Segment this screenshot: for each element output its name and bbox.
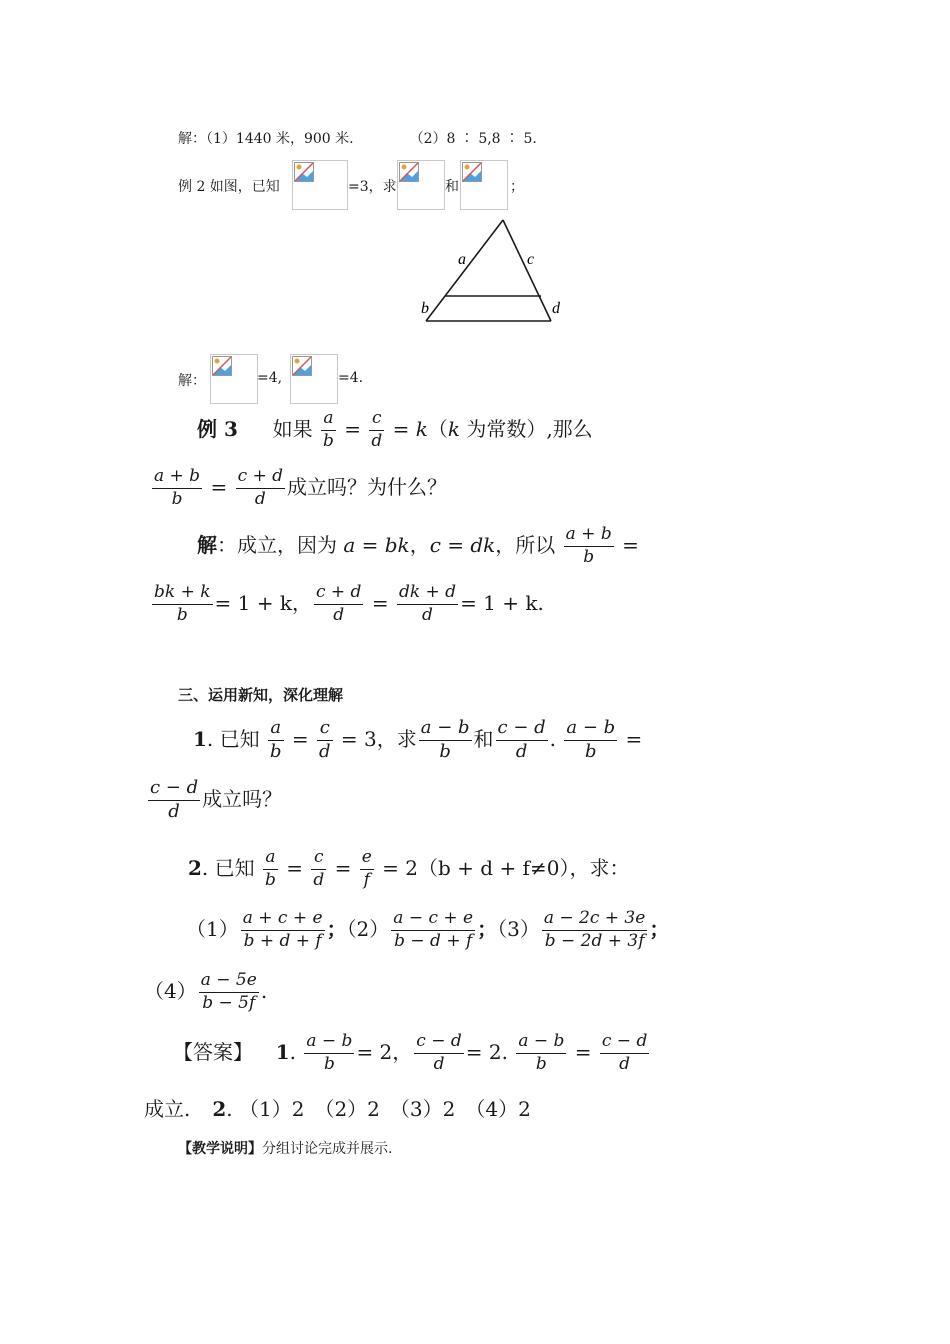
question-2-line-3: （4） $\frac{a - 5e}{b - 5f}$ . [144,970,268,1013]
fraction-part-4: $\frac{a - 5e}{b - 5f}$ [200,970,257,1013]
example-2-eq: =3，求 [348,179,397,195]
fraction-bk-plus-k-over-b: $\frac{bk + k}{b}$ [154,582,211,625]
fraction-a-over-b: $\frac{a}{b}$ [270,717,282,762]
fraction-a-over-b: $\frac{a}{b}$ [322,408,334,451]
triangle-figure [410,212,580,327]
fraction-a-minus-b-over-b: $\frac{a - b}{b}$ [518,1031,565,1074]
triangle-left-side [426,220,503,321]
solution-part2: （2）8 ∶ 5,8 ∶ 5. [409,131,537,147]
triangle-right-side [503,220,551,321]
example-2-end: ； [510,179,524,195]
example-3-if: 如果 [272,416,313,441]
example-3-line-1: 例 3 如果 $\frac{a}{b}$ = $\frac{c}{d}$ = k（k 为常数）,那么 [197,408,593,451]
fraction-a-plus-b-over-b: $\frac{a + b}{b}$ [154,466,201,509]
label-d: d [552,300,560,317]
fraction-part-3: $\frac{a - 2c + 3e}{b - 2d + 3f}$ [543,908,646,951]
fraction-c-minus-d-over-d: $\frac{c - d}{d}$ [150,777,199,822]
broken-image-icon [462,162,482,182]
solution-label: 解： [178,131,206,147]
fraction-a-minus-b-over-b: $\frac{a - b}{b}$ [420,717,470,762]
broken-image-placeholder [397,160,445,210]
answer-label: 【答案】 [173,1039,253,1064]
fraction-part-2: $\frac{a - c + e}{b - d + f}$ [393,908,474,951]
teaching-note [178,1138,392,1158]
broken-image-placeholder [290,354,338,404]
fraction-c-over-d: $\frac{c}{d}$ [319,717,331,762]
question-1-line-2: $\frac{c - d}{d}$ 成立吗？ [150,777,283,822]
question-2-line-2: （1） $\frac{a + c + e}{b + d + f}$ ；（2） $\frac{a - c + e}{b - d + f}$ ；（3） $\frac{a - 2c + 3e}{b - 2d + 3f}$ ； [186,908,670,951]
solution-line-1 [178,128,537,148]
fraction-a-over-b: $\frac{a}{b}$ [265,847,276,890]
fraction-a-plus-b-over-b: $\frac{a + b}{b}$ [565,524,612,567]
solution-2-eq1: =4, [257,370,283,386]
question-2-line-1: 2. 已知 $\frac{a}{b}$ = $\frac{c}{d}$ = $\frac{e}{f}$ = 2（b + d + f≠0），求： [188,847,630,890]
example-3-solution-line: 解：成立，因为 a = bk，c = dk，所以 $\frac{a + b}{b}$ = [197,524,639,567]
question-1-line-1: 1. 已知 $\frac{a}{b}$ = $\frac{c}{d}$ = 3，求 $\frac{a - b}{b}$ 和 $\frac{c - d}{d}$ . $\frac{a - b}{b}$ = [193,717,643,762]
broken-image-icon [294,162,314,182]
example-3-line-4: $\frac{bk + k}{b}$ = 1 + k， $\frac{c + d}{d}$ = $\frac{dk + d}{d}$ = 1 + k. [154,582,544,625]
label-b: b [421,300,429,317]
fraction-c-minus-d-over-d: $\frac{c - d}{d}$ [497,717,546,762]
broken-image-placeholder [210,354,258,404]
fraction-part-1: $\frac{a + c + e}{b + d + f}$ [242,908,323,951]
fraction-e-over-f: $\frac{e}{f}$ [361,847,372,890]
example-3-title: 例 3 [197,416,238,441]
section-heading: 三、运用新知，深化理解 [178,686,344,704]
broken-image-placeholder [292,160,348,210]
fraction-a-minus-b-over-b: $\frac{a - b}{b}$ [306,1031,353,1074]
broken-image-icon [292,356,312,376]
solution-part1: （1）1440 米，900 米. [206,131,354,147]
fraction-a-minus-b-over-b: $\frac{a - b}{b}$ [566,717,616,762]
label-c: c [527,251,535,268]
fraction-dk-plus-d-over-d: $\frac{dk + d}{d}$ [398,582,457,625]
broken-image-icon [212,356,232,376]
answer-line-1: 【答案】 1. $\frac{a - b}{b}$ = 2， $\frac{c - d}{d}$ = 2. $\frac{a - b}{b}$ = $\frac{c - d}{d}$ [173,1031,648,1074]
solution-2-eq2: =4. [338,370,364,386]
teaching-note-label: 【教学说明】 [178,1141,262,1157]
fraction-c-minus-d-over-d: $\frac{c - d}{d}$ [601,1031,648,1074]
example-2-and: 和 [445,179,459,195]
fraction-c-minus-d-over-d: $\frac{c - d}{d}$ [416,1031,462,1074]
label-a: a [458,251,466,268]
fraction-c-over-d: $\frac{c}{d}$ [371,408,383,451]
solution-2-label: 解： [178,373,206,389]
fraction-c-plus-d-over-d: $\frac{c + d}{d}$ [315,582,362,625]
example-2-prefix: 例 2 如图，已知 [178,179,280,195]
broken-image-icon [399,162,419,182]
teaching-note-text: 分组讨论完成并展示. [262,1141,393,1157]
example-3-line-2: $\frac{a + b}{b}$ = $\frac{c + d}{d}$ 成立吗？为什么？ [154,466,448,509]
broken-image-placeholder [460,160,508,210]
fraction-c-over-d: $\frac{c}{d}$ [313,847,325,890]
answer-line-2: 成立. 2. （1）2 （2）2 （3）2 （4）2 [144,1097,531,1121]
fraction-c-plus-d-over-d: $\frac{c + d}{d}$ [237,466,284,509]
